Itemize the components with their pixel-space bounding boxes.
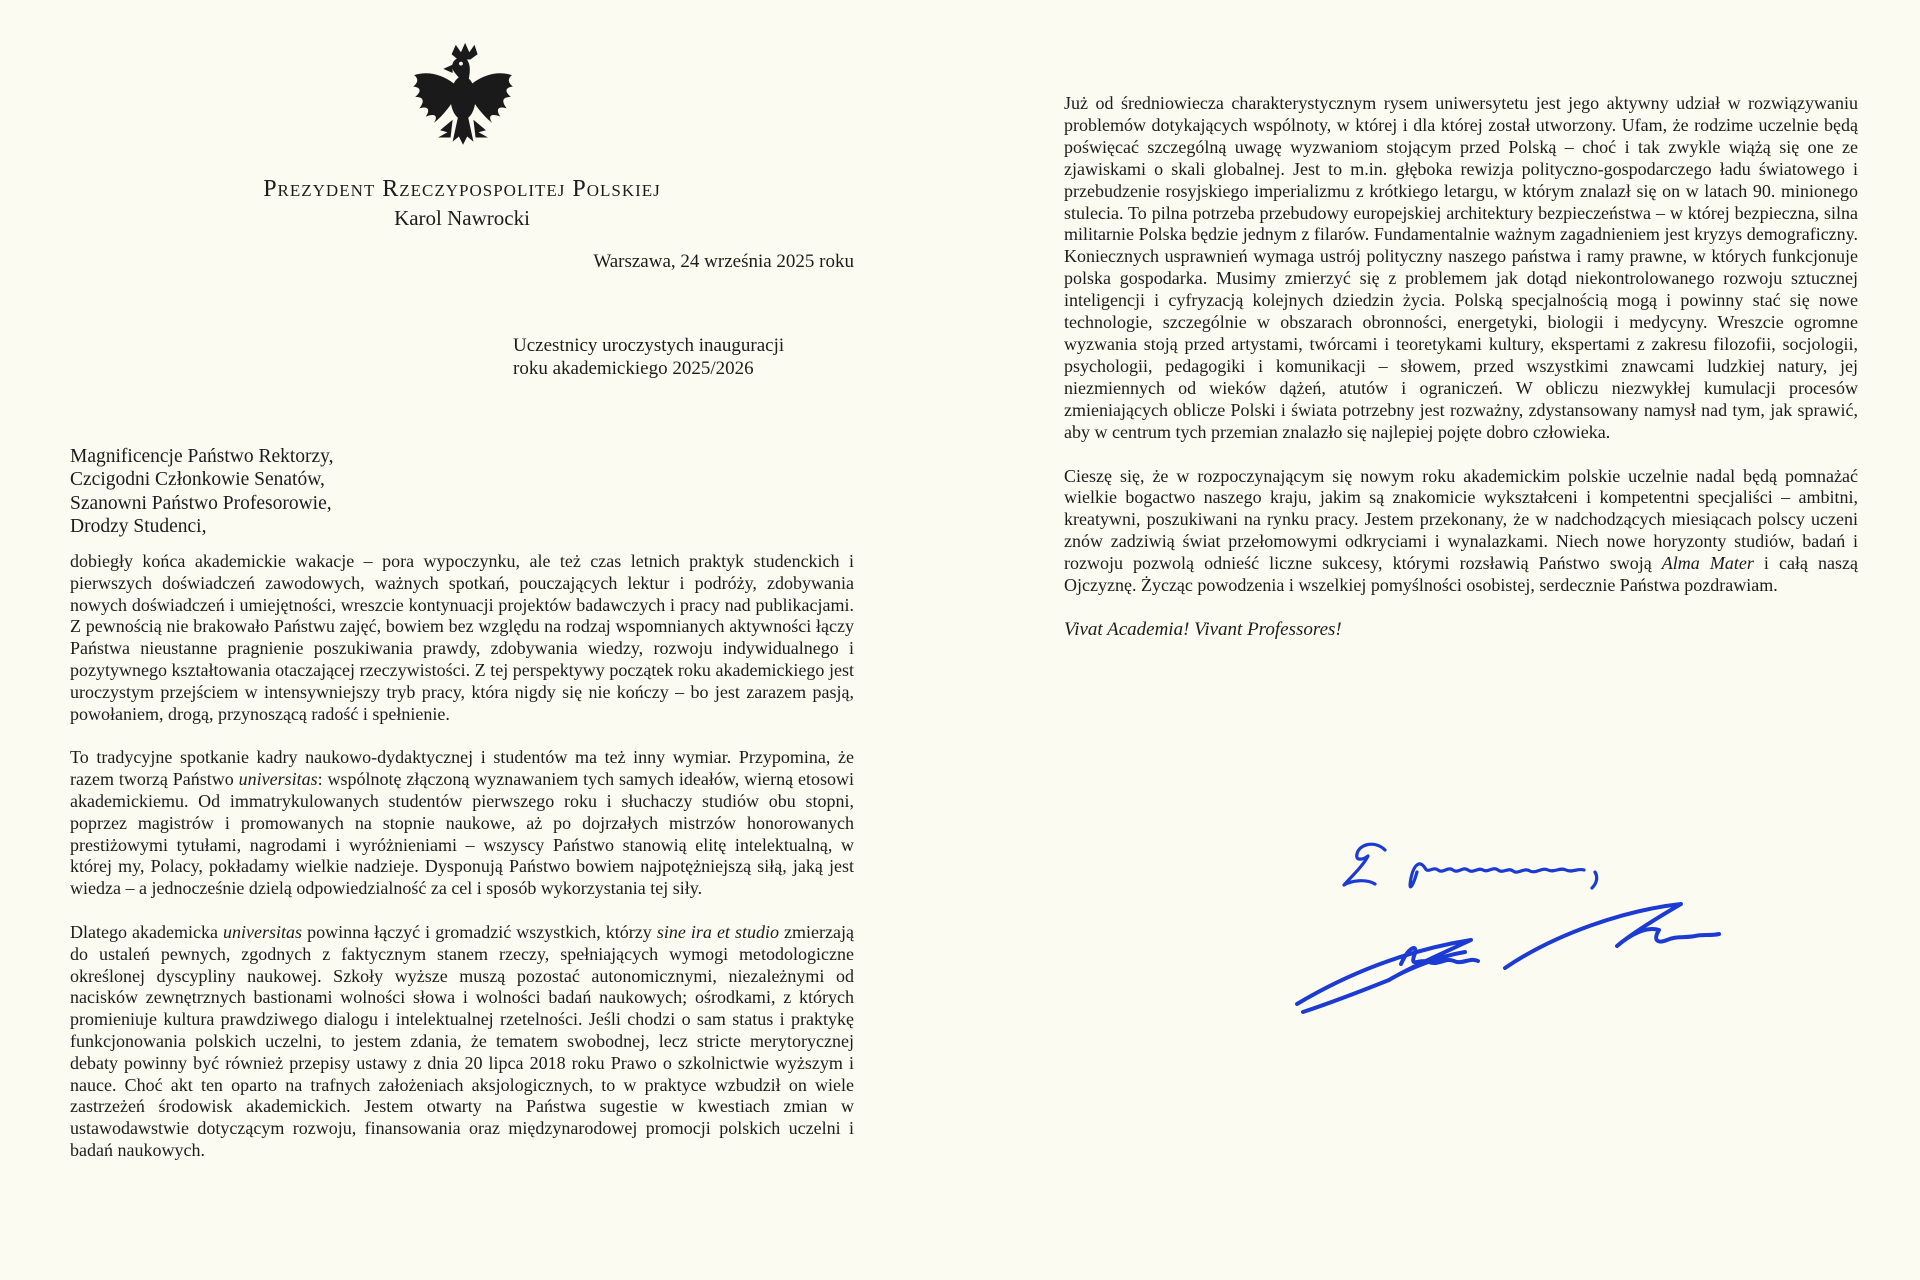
paragraph: Dlatego akademicka universitas powinna łączyć i gromadzić wszystkich, którzy sine ira et studio zmierzają do ustaleń pewnych, zgodnych z faktycznym stanem rzeczy, spełniających wymogi metodologiczne określonej dyscypliny naukowej. Szkoły wyższe muszą pozostać autonomicznymi, niezależnymi od nacisków zewnętrznych bastionami wolności słowa i wolności badań naukowych; ośrodkami, z których promieniuje kultura prawdziwego dialogu i intelektualnej rzetelności. Jeśli chodzi o sam status i praktykę funkcjonowania polskich uczelni, to jestem zdania, że tematem swobodnej, lecz stricte merytorycznej debaty powinny być również przepisy ustawy z dnia 20 lipca 2018 roku Prawo o szkolnictwie wyższym i nauce. Choć akt ten oparto na trafnych założeniach aksjologicznych, to w praktyce wzbudził on wiele zastrzeżeń środowisk akademickich. Jestem otwarty na Państwa sugestie w kwestiach zmian w ustawodawstwie dotyczącym rozwoju, finansowania oraz międzynarodowej promocji polskich uczelni i badań naukowych. [70,921,854,1160]
letterhead-name: Karol Nawrocki [394,206,530,230]
signature-block [1289,836,1759,1026]
paragraph: Cieszę się, że w rozpoczynającym się nowym roku akademickim polskie uczelnie nadal będą pomnażać wielkie bogactwo naszego kraju, jakim są znakomicie wykształceni i kompetentni specjaliści – ambitni, kreatywni, poszukiwani na rynku pracy. Jestem przekonany, że w nadchodzących miesiącach polscy uczeni znów zadziwią świat przełomowymi odkryciami i wynalazkami. Niech nowe horyzonty studiów, badań i rozwoju pozwolą odnieść liczne sukcesy, którymi rozsławią Państwo swoją Alma Mater i całą naszą Ojczyznę. Życząc powodzenia i wszelkiej pomyślności osobistej, serdecznie Państwa pozdrawiam. [1064,465,1859,596]
letter-body-left [70,551,854,1184]
addressee-block [513,334,784,380]
text-line: Magnificencje Państwo Rektorzy, [70,446,334,467]
letter-body-right [1064,93,1858,641]
polish-eagle-emblem [410,40,514,158]
signature-scrawl [1297,904,1719,1012]
salutation-block [70,445,334,539]
paragraph: dobiegły końca akademickie wakacje – pora wypoczynku, ale też czas letnich praktyk studenckich i pierwszych doświadczeń zawodowych, ważnych spotkań, pouczających lektur i podróży, zdobywania nowych doświadczeń i umiejętności, wreszcie kontynuacji projektów badawczych i pracy nad publikacjami. Z pewnością nie brakowało Państwu zajęć, bowiem bez względu na rodzaj wspomnianych aktywności łączy Państwa nieustanne pragnienie poszukiwania prawdy, zdobywania wiedzy, rozwoju indywidualnego i pozytywnego kształtowania otaczającej rzeczywistości. Z tej perspektywy początek roku akademickiego jest uroczystym przejściem w intensywniejszy tryb pracy, która nigdy się nie kończy – bo jest zarazem pasją, powołaniem, drogą, przynoszącą radość i spełnienie. [70,551,854,724]
dateline: Warszawa, 24 września 2025 roku [593,251,854,272]
latin-closing: Vivat Academia! Vivant Professores! [1064,618,1342,640]
handwritten-closing [1344,844,1597,888]
text-line: Szanowni Państwo Profesorowie, [70,492,332,514]
right-paragraphs [1064,93,1858,597]
letter-page-1 [70,0,854,1280]
text-line: Czcigodni Członkowie Senatów, [70,469,325,491]
paragraph: To tradycyjne spotkanie kadry naukowo-dydaktycznej i studentów ma też inny wymiar. Przypomina, że razem tworzą Państwo universitas: wspólnotę złączoną wyznawaniem tych samych ideałów, wierną etosowi akademickiemu. Od immatrykulowanych studentów pierwszego roku i słuchaczy studiów obu stopni, poprzez magistrów i promowanych na stopnie naukowe, aż po dojrzałych mistrzów honorowanych prestiżowymi tytułami, nagrodami i wyróżnieniami – wszyscy Państwo stanowią elitę intelektualną, w której my, Polacy, pokładamy wielkie nadzieje. Dysponują Państwo bowiem najpotężniejszą siłą, jaką jest wiedza – a jednocześnie dzielą odpowiedzialność za cel i sposób wykorzystania tej siły. [70,747,854,899]
addressee-line: roku akademickiego 2025/2026 [513,358,754,379]
text-line: Drodzy Studenci, [70,516,207,538]
letterhead-title: Prezydent Rzeczypospolitej Polskiej [263,176,661,202]
letter-page-2 [1064,0,1858,1280]
paragraph: Już od średniowiecza charakterystycznym rysem uniwersytetu jest jego aktywny udział w rozwiązywaniu problemów dotykających wspólnoty, w której i dla której został utworzony. Ufam, że rodzime uczelnie będą poświęcać szczególną uwagę wyzwaniom stojącym przed Polską – choć i tak zwykle wiążą się one ze zjawiskami o skali globalnej. Jest to m.in. głęboka rewizja polityczno-gospodarczego ładu światowego i przebudzenie rosyjskiego imperializmu z krótkiego letargu, w którym znalazł się on w latach 90. minionego stulecia. To pilna potrzeba przebudowy europejskiej architektury bezpieczeństwa – w której bezpieczna, silna militarnie Polska będzie jednym z filarów. Fundamentalnie ważnym zagadnieniem jest kryzys demograficzny. Koniecznych usprawnień wymaga ustrój polityczny naszego państwa i ramy prawne, w których funkcjonuje polska gospodarka. Musimy zmierzyć się z problemem jak dotąd niekontrolowanego rozwoju sztucznej inteligencji i cyfryzacją kolejnych dziedzin życia. Polską specjalnością mogą i powinny stać się nowe technologie, szczególnie w obszarach obronności, energetyki, biologii i medycyny. Wreszcie ogromne wyzwania stoją przed artystami, twórcami i teoretykami kultury, ekspertami z zakresu filozofii, socjologii, psychologii, pedagogiki i komunikacji – słowem, przed wszystkimi znawcami ludzkiej natury, jej niezmiennych od wieków dążeń, atutów i ograniczeń. W obliczu niezwykłej kumulacji procesów zmieniających oblicze Polski i świata potrzebny jest rozważny, zdystansowany namysł nad tym, jak sprawić, aby w centrum tych przemian znalazło się najlepiej pojęte dobro człowieka. [1064,93,1858,442]
addressee-line: Uczestnicy uroczystych inauguracji [513,335,785,356]
